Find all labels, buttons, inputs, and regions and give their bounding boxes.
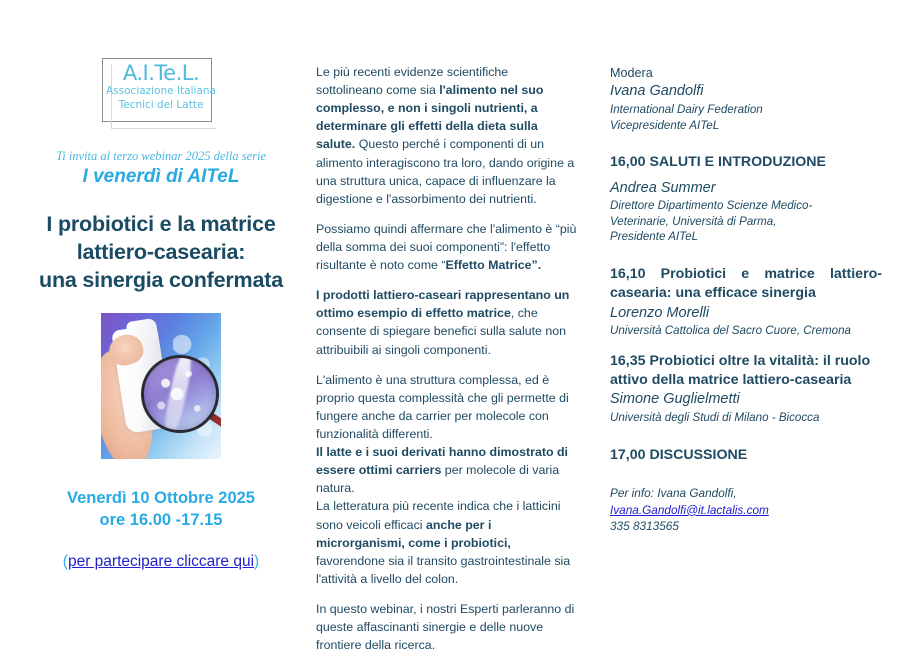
moderator-affiliation-1: International Dairy Federation (610, 102, 763, 116)
program-item-2-affiliation: Università Cattolica del Sacro Cuore, Cremona (610, 324, 851, 338)
logo-subtitle-line2: Tecnici del Latte (118, 99, 204, 112)
program-item-1-affiliation-1: Direttore Dipartimento Scienze Medico- (610, 199, 813, 213)
program-item-2-speaker: Lorenzo Morelli (610, 304, 710, 321)
p4-part-a: L'alimento è una struttura complessa, ed è proprio questa complessità che gli permette di fungere anche da carrier per molecole con funzionalità differenti. (316, 372, 569, 441)
contact-email-wrap (610, 502, 882, 519)
logo-text-group (102, 62, 220, 112)
event-date-day: Venerdì 10 Ottobre 2025 (66, 488, 255, 507)
spacer-1 (610, 133, 882, 153)
page-title-line2: lattiero-casearia: (76, 239, 246, 264)
spacer-4 (610, 339, 882, 352)
middle-column (316, 63, 578, 654)
event-date-time: ore 16.00 -17.15 (99, 510, 223, 529)
p2-part-b-bold: Effetto Matrice”. (445, 258, 542, 273)
program-item-1-speaker: Andrea Summer (610, 179, 716, 196)
program-item-3-affiliation: Università degli Studi di Milano - Bicocca (610, 411, 820, 425)
program-item-1-affiliation-2: Veterinarie, Università di Parma, (610, 214, 777, 228)
program-item-4-heading: 17,00 DISCUSSIONE (610, 446, 748, 463)
p4-part-b-bold: Il latte e i suoi derivati hanno dimostrato di essere ottimi carriers (316, 445, 568, 478)
spacer-6 (610, 465, 882, 485)
program-column (610, 65, 882, 535)
p1-part-b-bold: l'alimento nel suo complesso, e non i singoli nutrienti, a determinare gli effetti della dieta sulla salute. (316, 83, 544, 152)
invite-serif-line: Ti invita al terzo webinar 2025 della serie (55, 149, 267, 163)
p2-part-a: Possiamo quindi affermare che l'alimento è “più della somma dei suoi componenti”: l'effetto risultante è noto come “ (316, 221, 577, 273)
aitel-logo (102, 58, 220, 130)
register-link-wrap (22, 553, 300, 571)
contact-info-line: Per info: Ivana Gandolfi, (610, 485, 737, 500)
contact-phone: 335 8313565 (610, 519, 679, 534)
lens-highlight (161, 355, 194, 433)
magnifier-lens (141, 355, 219, 433)
page-title-line1: I probiotici e la matrice (46, 211, 276, 236)
program-item-3-speaker: Simone Guglielmetti (610, 391, 740, 408)
p4-part-d: La letteratura più recente indica che i latticini sono veicoli efficaci (316, 499, 561, 532)
register-link[interactable]: per partecipare cliccare qui (67, 553, 255, 571)
p3-part-a-bold: I prodotti lattiero-caseari rappresentano un ottimo esempio di effetto matrice (316, 288, 570, 321)
p1-part-a: Le più recenti evidenze scientifiche sottolineano come sia (316, 65, 509, 98)
event-date (22, 487, 300, 532)
paren-open: ( (62, 553, 68, 571)
paren-close: ) (254, 553, 260, 571)
paragraph-5: In questo webinar, i nostri Esperti parleranno di queste affascinanti sinergie e delle nuove frontiere della ricerca. (316, 601, 575, 653)
p4-part-c: per molecole di varia natura. (316, 463, 560, 496)
program-item-2-heading: 16,10 Probiotici e matrice lattiero-casearia: una efficace sinergia (610, 266, 882, 302)
p4-part-e-bold: anche per i microrganismi, come i probiotici, (316, 517, 511, 550)
moderator-affiliation-2: Vicepresidente AITeL (610, 118, 720, 132)
program-item-1-heading: 16,00 SALUTI E INTRODUZIONE (610, 154, 826, 171)
logo-acronym: A.I.Te.L. (122, 61, 200, 85)
paragraph-2 (316, 220, 578, 274)
left-column (22, 50, 300, 571)
program-item-1-affiliation-3: Presidente AITeL (610, 230, 699, 244)
p1-part-c: Questo perché i componenti di un alimento interagiscono tra loro, dando origine a una struttura unica, capace di influenzare la digestione e l'assorbimento dei nutrienti. (316, 137, 575, 206)
paragraph-3 (316, 286, 578, 358)
spacer-5 (610, 426, 882, 446)
page-title-line3: una sinergia confermata (39, 267, 283, 292)
paragraph-4 (316, 371, 578, 588)
logo-subtitle-line1: Associazione Italiana (106, 85, 216, 98)
program-item-3-heading: 16,35 Probiotici oltre la vitalità: il ruolo attivo della matrice lattiero-casearia (610, 352, 871, 389)
contact-email-link[interactable]: Ivana.Gandolfi@it.lactalis.com (610, 502, 769, 517)
moderator-name: Ivana Gandolfi (610, 83, 704, 100)
p3-part-b: , che consente di spiegare benefici sulla salute non attribuibili ai singoli componenti. (316, 306, 567, 357)
page-title (22, 211, 300, 295)
p4-part-f: favorendone sia il transito gastrointestinale sia l'attività a livello del colon. (316, 553, 571, 586)
moderator-label: Modera (610, 66, 653, 80)
spacer-3 (610, 245, 882, 265)
probiotics-photo (101, 313, 221, 459)
paragraph-1 (316, 63, 578, 208)
series-name: I venerdì di AITeL (82, 166, 240, 187)
